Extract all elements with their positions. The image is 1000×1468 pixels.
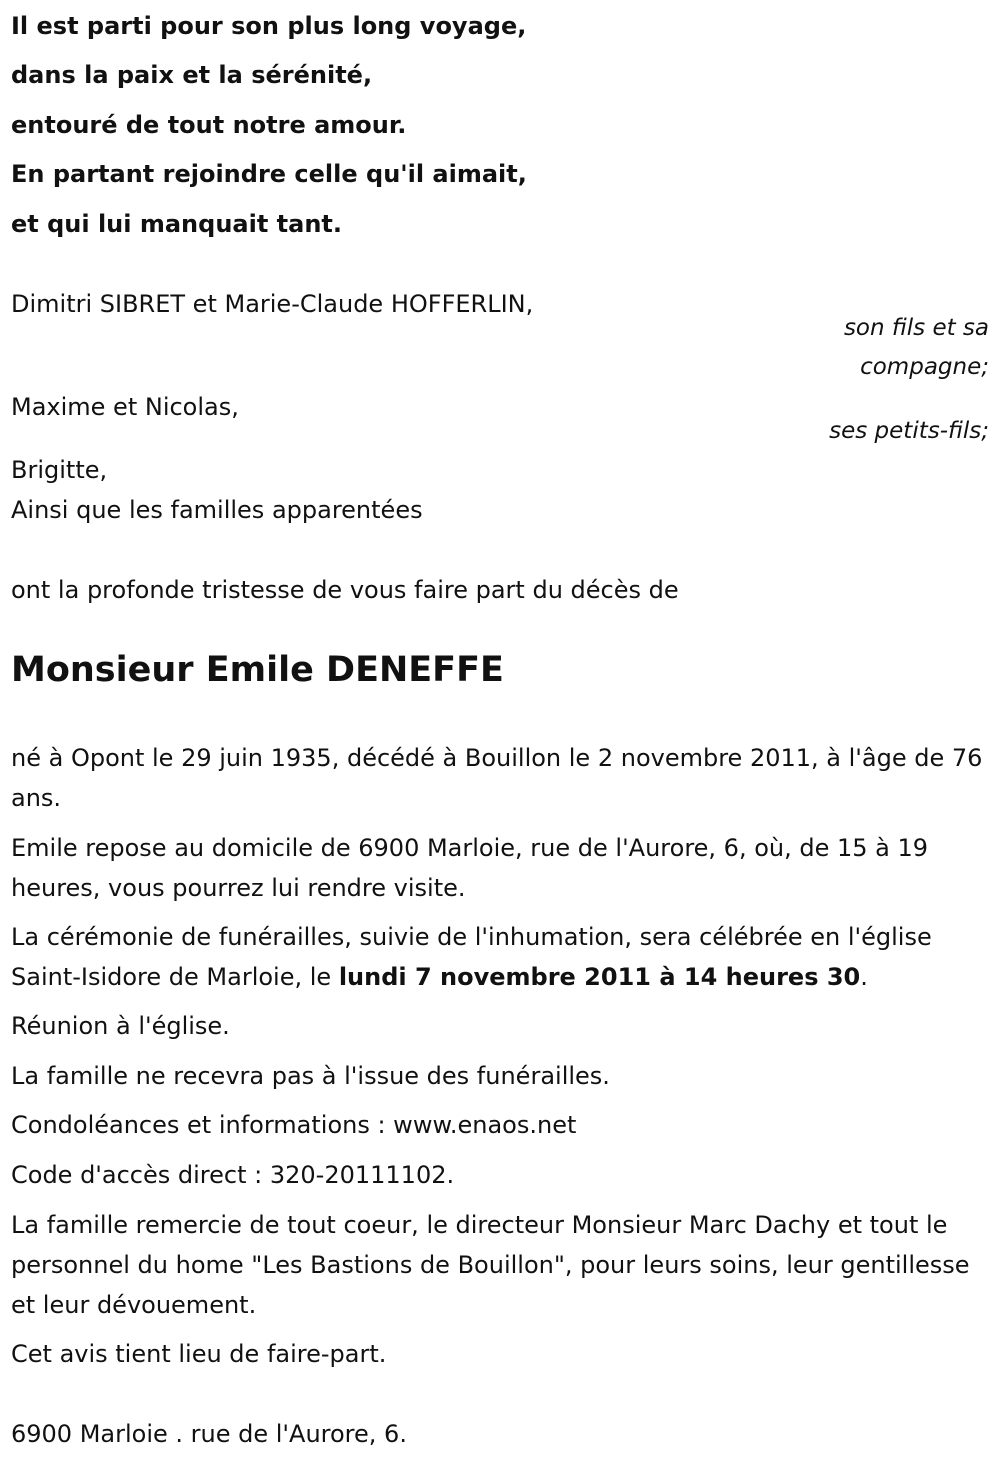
ceremony-end: . [860, 963, 868, 991]
poem-line-2: dans la paix et la sérénité, [11, 61, 373, 89]
ceremony-text: La cérémonie de funérailles, suivie de l'inhumation, sera célébrée en l'église Saint-Isidore de Marloie, le [11, 923, 932, 991]
repose-paragraph: Emile repose au domicile de 6900 Marloie, rue de l'Aurore, 6, où, de 15 à 19 heures, vous pourrez lui rendre visite. [11, 834, 929, 902]
family-grandsons-role: ses petits-fils; [829, 418, 989, 444]
poem-line-4: En partant rejoindre celle qu'il aimait, [11, 160, 527, 188]
no-reception-paragraph: La famille ne recevra pas à l'issue des funérailles. [11, 1062, 610, 1090]
family-grandsons-names: Maxime et Nicolas, [11, 393, 239, 421]
ceremony-paragraph [11, 917, 986, 997]
meeting-paragraph: Réunion à l'église. [11, 1012, 230, 1040]
ceremony-date-time: lundi 7 novembre 2011 à 14 heures 30 [338, 963, 861, 991]
condolences-paragraph: Condoléances et informations : www.enaos.net [11, 1111, 577, 1139]
poem-line-1: Il est parti pour son plus long voyage, [11, 12, 527, 40]
family-relatives: Ainsi que les familles apparentées [11, 496, 423, 524]
family-son-role-line-2: compagne; [860, 354, 989, 380]
family-son-role-line-1: son fils et sa [843, 315, 989, 341]
poem-line-5: et qui lui manquait tant. [11, 210, 342, 238]
notice-paragraph: Cet avis tient lieu de faire-part. [11, 1340, 387, 1368]
birth-death-paragraph: né à Opont le 29 juin 1935, décédé à Bouillon le 2 novembre 2011, à l'âge de 76 ans. [11, 744, 983, 812]
family-other-name: Brigitte, [11, 456, 108, 484]
address-line: 6900 Marloie . rue de l'Aurore, 6. [11, 1420, 407, 1448]
access-code-paragraph: Code d'accès direct : 320-20111102. [11, 1161, 455, 1189]
announcement-text: ont la profonde tristesse de vous faire part du décès de [11, 576, 679, 604]
thanks-paragraph: La famille remercie de tout coeur, le directeur Monsieur Marc Dachy et tout le personnel du home "Les Bastions de Bouillon", pour leurs soins, leur gentillesse et leur dévouement. [11, 1211, 970, 1319]
family-son-names: Dimitri SIBRET et Marie-Claude HOFFERLIN, [11, 290, 534, 318]
poem-line-3: entouré de tout notre amour. [11, 111, 407, 139]
deceased-name: Monsieur Emile DENEFFE [11, 650, 504, 690]
